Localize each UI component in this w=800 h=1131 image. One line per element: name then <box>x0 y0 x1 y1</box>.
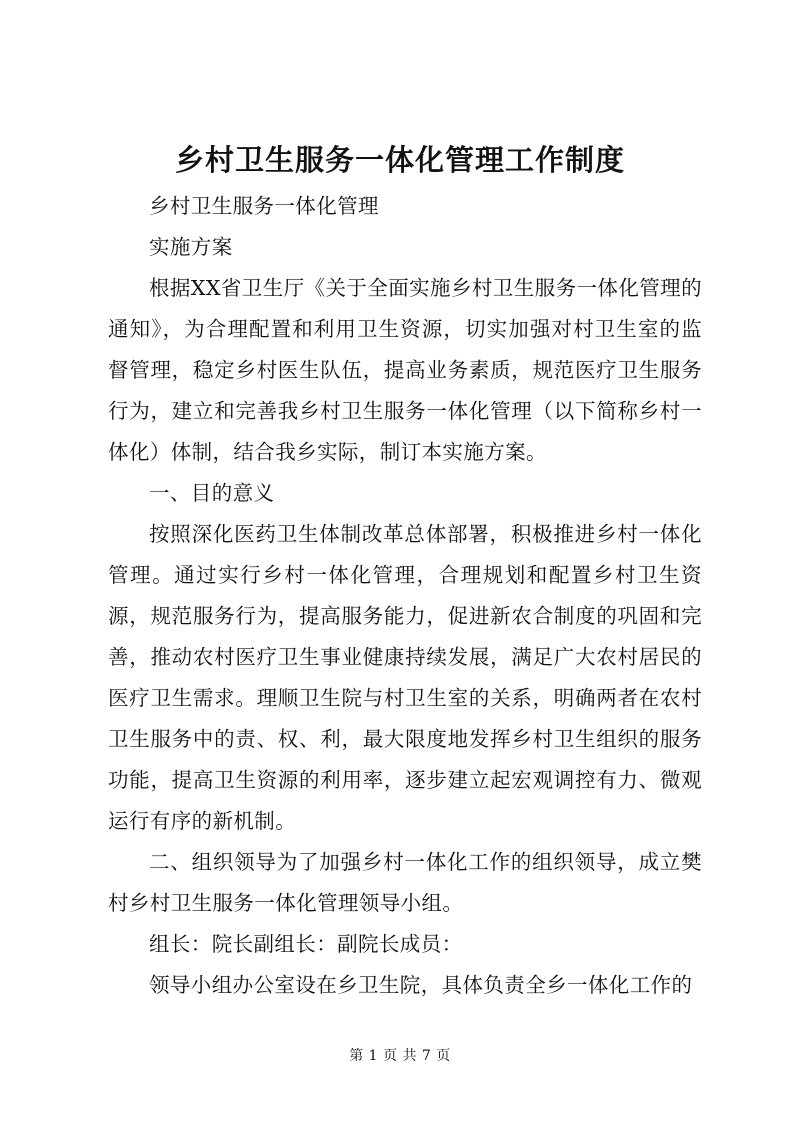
section-heading-purpose: 一、目的意义 <box>149 481 275 505</box>
paragraph-office: 领导小组办公室设在乡卫生院，具体负责全乡一体化工作的 <box>149 973 693 997</box>
document-title: 乡村卫生服务一体化管理工作制度 <box>174 143 625 177</box>
paragraph-intro: 根据XX省卫生厅《关于全面实施乡村卫生服务一体化管理的通知》，为合理配置和利用卫生资源，切实加强对村卫生室的监督管理，稳定乡村医生队伍，提高业务素质，规范医疗卫生服务行为，建立和完善我乡村卫生服务一体化管理（以下简称乡村一体化）体制，结合我乡实际，制订本实施方案。 <box>108 276 702 464</box>
paragraph-plan-heading: 实施方案 <box>149 235 233 259</box>
page-number-footer: 第 1 页 共 7 页 <box>349 1048 451 1064</box>
paragraph-leaders: 组长：院长副组长：副院长成员： <box>149 932 463 956</box>
document-body <box>108 186 702 1006</box>
paragraph-subtitle: 乡村卫生服务一体化管理 <box>149 194 379 218</box>
paragraph-purpose: 按照深化医药卫生体制改革总体部署，积极推进乡村一体化管理。通过实行乡村一体化管理，合理规划和配置乡村卫生资源，规范服务行为，提高服务能力，促进新农合制度的巩固和完善，推动农村医疗卫生事业健康持续发展，满足广大农村居民的医疗卫生需求。理顺卫生院与村卫生室的关系，明确两者在农村卫生服务中的责、权、利，最大限度地发挥乡村卫生组织的服务功能，提高卫生资源的利用率，逐步建立起宏观调控有力、微观运行有序的新机制。 <box>108 522 702 833</box>
paragraph-organization: 二、组织领导为了加强乡村一体化工作的组织领导，成立樊村乡村卫生服务一体化管理领导小组。 <box>108 850 702 915</box>
